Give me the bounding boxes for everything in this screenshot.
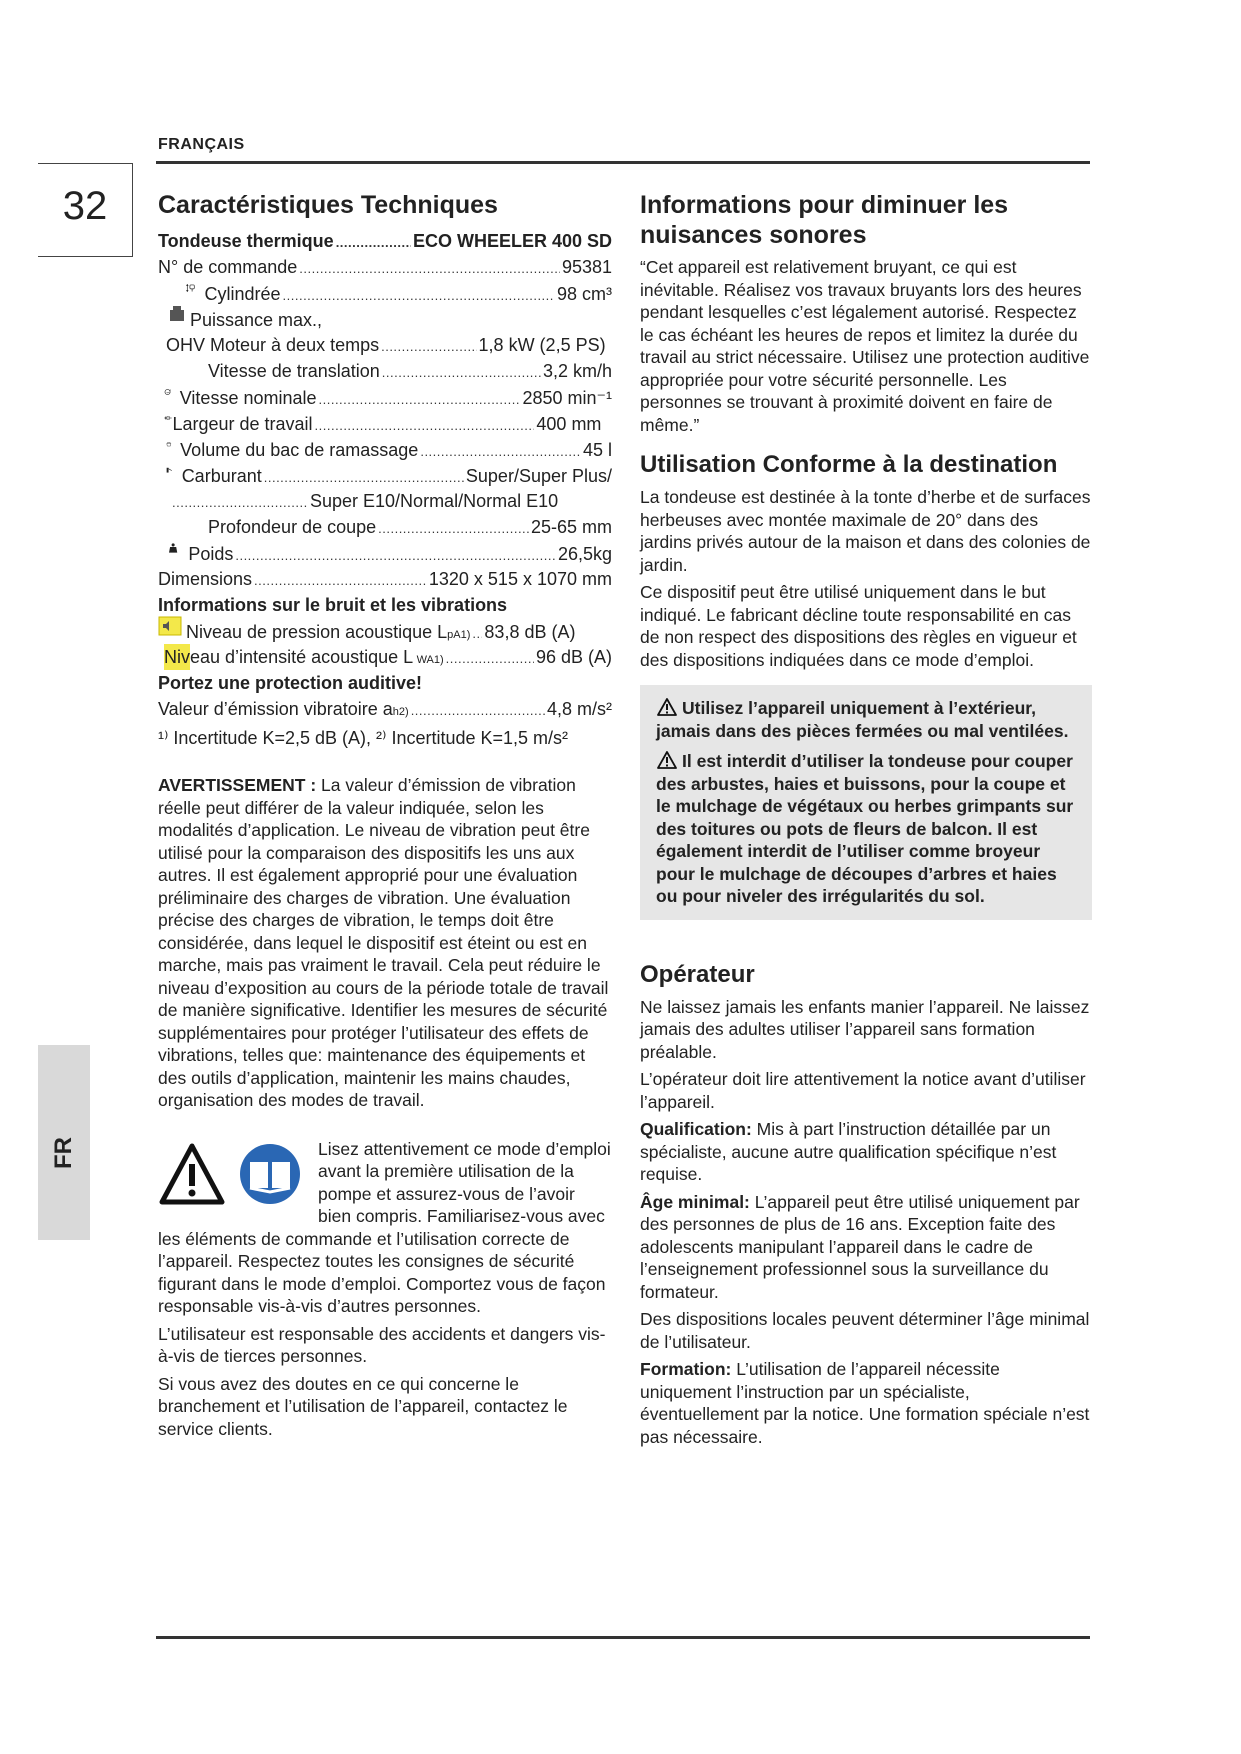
spec-dimensions: Dimensions ..... 1320 x 515 x 1070 mm [158, 566, 612, 592]
spec-weight: Poids ..... 26,5kg [158, 540, 612, 566]
noise-reduction-text: “Cet appareil est relativement bruyant, ce qui est inévitable. Réalisez vos travaux bruyants lors des heures pendant lesquelles c’est légalement autorisé. Respectez le cas échéant les heures de repos et limitez la durée du travail au strict nécessaire. Utilisez une protection auditive appropriée pour votre sécurité personnelle. Les personnes se trouvant à proximité doivent en faire de même.” [640, 257, 1090, 435]
rpm-icon [164, 382, 172, 402]
svg-text:rpm: rpm [166, 391, 170, 394]
spec-model: Tondeuse thermique ..... ECO WHEELER 400 SD [158, 228, 612, 254]
bottom-rule [156, 1636, 1090, 1639]
top-rule [156, 161, 1090, 164]
spec-speed: Vitesse de translation ..... 3,2 km/h [158, 358, 612, 384]
specs-title: Caractéristiques Techniques [158, 191, 498, 219]
operator-text-1: Ne laissez jamais les enfants manier l’appareil. Ne laissez jamais des adultes utiliser l’appareil sans formation préalable. [640, 996, 1090, 1062]
noise-reduction-title: Informations pour diminuer les nuisances sonores [640, 191, 1009, 249]
spec-sound-intensity: Niv eau d’intensité acoustique L WA 1) ..... 96 dB (A) [158, 644, 612, 670]
operator-text-2: L’opérateur doit lire attentivement la notice avant d’utiliser l’appareil. [640, 1069, 1086, 1112]
intended-use-title: Utilisation Conforme à la destination [640, 451, 1058, 478]
language-header: FRANÇAIS [158, 136, 245, 153]
spec-order-no: N° de commande ..... 95381 [158, 254, 612, 280]
engine-icon [168, 304, 188, 324]
read-manual-block [158, 1138, 612, 1318]
minimum-age-text: Âge minimal: L’appareil peut être utilisé uniquement par des personnes de plus de 16 ans. Exception faite des adolescents manipulant l’appareil dans le cadre de l’enseignement professionnel sous la surveillance du formateur. [640, 1191, 1080, 1302]
warning-outdoor: Utilisez l’appareil uniquement à l’extérieur, jamais dans des pièces fermées ou mal ventilées. [656, 698, 1069, 741]
grass-bag-icon [166, 434, 172, 454]
spec-width: Largeur de travail ..... 400 mm [158, 410, 612, 436]
cutting-width-icon [164, 408, 172, 428]
spec-rpm: rpm Vitesse nominale ..... 2850 min⁻¹ [158, 384, 612, 410]
safety-warning-box [640, 685, 1092, 920]
operator-title: Opérateur [640, 960, 755, 988]
ear-protection-notice: Portez une protection auditive! [158, 673, 423, 693]
read-manual-text: Lisez attentivement ce mode d’emploi avant la première utilisation de la pompe et assurez-vous de l’avoir bien compris. Familiarisez-vous avec les éléments de commande et l’utilisation correcte de l’appareil. Respectez toutes les consignes de sécurité figurant dans le mode d’emploi. Comportez vous de façon responsable vis-à-vis d’autres personnes. [158, 1138, 611, 1316]
noise-heading: Informations sur le bruit et les vibrations [158, 595, 508, 615]
page-number: 32 [62, 184, 108, 228]
warning-triangle-icon [656, 750, 678, 770]
responsibility-text: L’utilisateur est responsable des accidents et dangers vis-à-vis de tierces personnes. [158, 1323, 606, 1366]
intended-use-text-2: Ce dispositif peut être utilisé uniquement dans le but indiqué. Le fabricant décline toute responsabilité en cas de non respect des dispositions des règles en vigueur et des dispositions indiquées dans ce mode d’emploi. [640, 582, 1077, 670]
training-text: Formation: L’utilisation de l’appareil nécessite uniquement l’instruction par un spécialiste, éventuellement par la notice. Une formation spéciale n’est pas nécessaire. [640, 1359, 1090, 1447]
doubts-text: Si vous avez des doutes en ce qui concerne le branchement et l’utilisation de l’appareil, contactez le service clients. [158, 1373, 568, 1439]
spec-power: OHV Moteur à deux temps ..... 1,8 kW (2,5 PS) [158, 332, 612, 358]
local-rules-text: Des dispositions locales peuvent déterminer l’âge minimal de l’utilisateur. [640, 1309, 1090, 1352]
warning-manual-icons [158, 1142, 310, 1208]
spec-sound-pressure: Niveau de pression acoustique L pA 1) ..... 83,8 dB (A) [158, 618, 612, 644]
spec-fuel-line2: ..... Super E10/Normal/Normal E10 [158, 488, 612, 514]
spec-depth: Profondeur de coupe ..... 25-65 mm [158, 514, 612, 540]
warning-prohibited-use: Il est interdit d’utiliser la tondeuse pour couper des arbustes, haies et buissons, pour la coupe et le mulchage de végétaux ou herbes grimpants sur des toitures ou pots de fleurs de balcon. Il est également interdit de l’utiliser comme broyeur pour le mulchage de découpes d’arbres et haies ou pour niveler des irrégularités du sol. [656, 751, 1074, 906]
footnote: ¹⁾ Incertitude K=2,5 dB (A), ²⁾ Incertitude K=1,5 m/s² [158, 728, 569, 748]
qualification-text: Qualification: Mis à part l’instruction détaillée par un spécialiste, aucune autre qualification spécifique n’est requise. [640, 1119, 1057, 1184]
spec-power-line1: Puissance max., [158, 306, 612, 332]
cylinder-icon [186, 278, 196, 298]
spec-fuel: Carburant ..... Super/Super Plus/ [158, 462, 612, 488]
side-tab-label: FR [50, 1137, 77, 1169]
language-side-tab [38, 1045, 90, 1240]
warning-paragraph: AVERTISSEMENT : La valeur d’émission de vibration réelle peut différer de la valeur indiquée, selon les modalités d’application. Le niveau de vibration peut être utilisé pour la comparaison des dispositifs les uns aux autres. Il est également approprié pour une évaluation préliminaire des charges de vibration. Une évaluation précise des charges de vibration, le temps doit être considérée, dans lequel le dispositif est éteint ou est en marche, mais pas vraiment le travail. Cela peut réduire le niveau d’exposition au cours de la période totale de travail de manière significative. Identifier les mesures de sécurité supplémentaires pour protéger l’utilisateur des effets de vibrations, telles que: maintenance des équipements et des outils d’application, maintenir les mains chaudes, organisation des modes de travail. [158, 775, 609, 1110]
fuel-icon [166, 460, 174, 480]
spec-vibration: Valeur d’émission vibratoire a h 2) ..... 4,8 m/s² [158, 696, 612, 722]
weight-icon [168, 538, 180, 558]
intended-use-text-1: La tondeuse est destinée à la tonte d’herbe et de surfaces herbeuses avec montée maximale de 20° dans des jardins privés autour de la maison et dans des colonies de jardin. [640, 487, 1091, 575]
right-column [640, 190, 1092, 1453]
warning-triangle-icon [656, 697, 678, 717]
spec-cylinder: Cylindrée ..... 98 cm³ [158, 280, 612, 306]
left-column [158, 190, 612, 1445]
page-number-box [38, 163, 133, 257]
sound-level-icon [158, 616, 182, 636]
spec-bag: Volume du bac de ramassage ..... 45 l [158, 436, 612, 462]
